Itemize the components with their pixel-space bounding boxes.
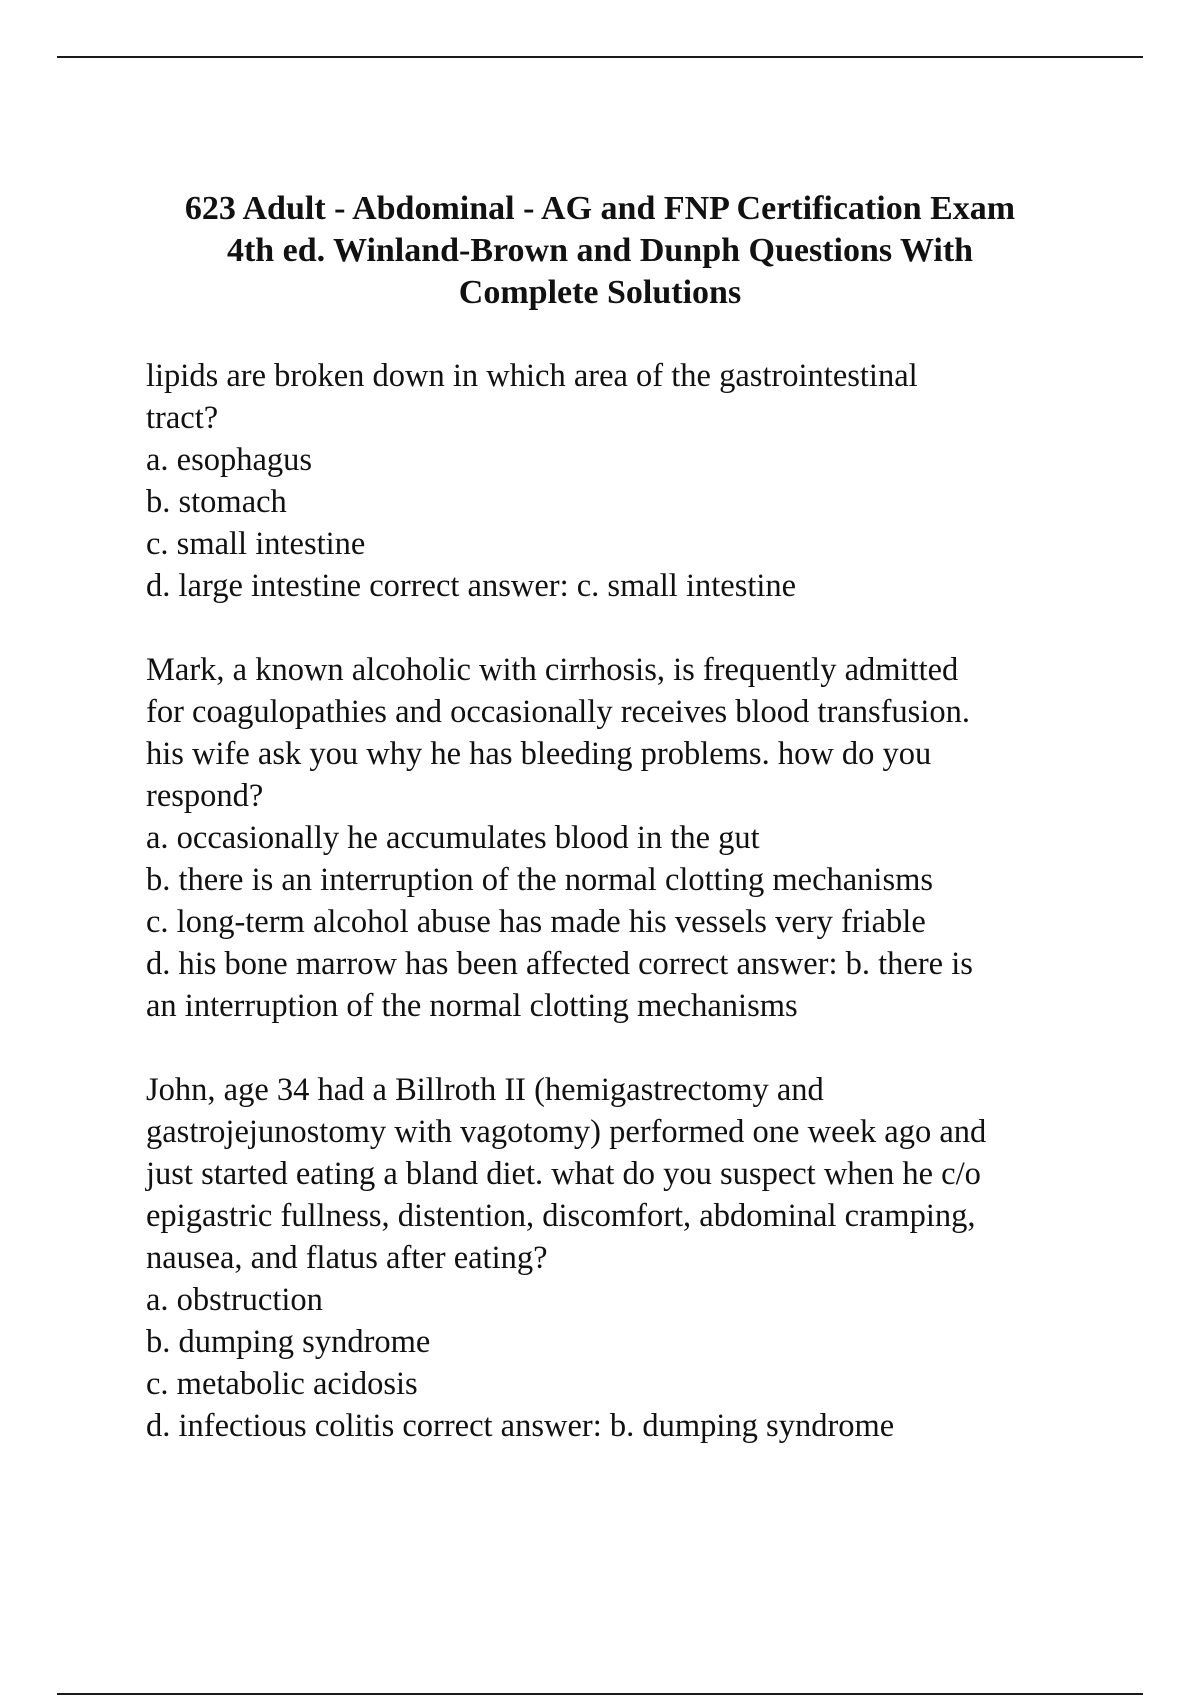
header-rule: [57, 56, 1143, 58]
document-title: [150, 188, 1050, 314]
title-line: 623 Adult - Abdominal - AG and FNP Certification Exam: [184, 190, 1016, 227]
answer-option-with-correct-answer: d. infectious colitis correct answer: b. dumping syndrome: [146, 1408, 895, 1444]
question-block-3: [146, 1069, 1106, 1447]
question-text: for coagulopathies and occasionally receives blood transfusion.: [146, 694, 970, 730]
question-block-2: [146, 649, 1106, 1027]
title-line: Complete Solutions: [458, 274, 742, 311]
question-text: nausea, and flatus after eating?: [146, 1240, 548, 1276]
answer-option: a. obstruction: [146, 1282, 323, 1318]
answer-option: a. esophagus: [146, 442, 313, 478]
answer-option: b. there is an interruption of the normal clotting mechanisms: [146, 862, 934, 898]
correct-answer-continuation: an interruption of the normal clotting mechanisms: [146, 988, 798, 1024]
question-text: gastrojejunostomy with vagotomy) performed one week ago and: [146, 1114, 987, 1150]
answer-option: c. metabolic acidosis: [146, 1366, 418, 1402]
answer-option-with-correct-answer: d. his bone marrow has been affected correct answer: b. there is: [146, 946, 973, 982]
question-text: tract?: [146, 400, 219, 436]
document-body: [146, 355, 1106, 1489]
answer-option: c. small intestine: [146, 526, 366, 562]
footer-rule: [57, 1693, 1143, 1695]
title-line: 4th ed. Winland-Brown and Dunph Questions With: [226, 232, 974, 269]
question-text: John, age 34 had a Billroth II (hemigastrectomy and: [146, 1072, 824, 1108]
answer-option: c. long-term alcohol abuse has made his vessels very friable: [146, 904, 926, 940]
answer-option: b. dumping syndrome: [146, 1324, 431, 1360]
answer-option: b. stomach: [146, 484, 287, 520]
question-text: his wife ask you why he has bleeding problems. how do you: [146, 736, 932, 772]
question-text: lipids are broken down in which area of the gastrointestinal: [146, 358, 918, 394]
question-block-1: [146, 355, 1106, 607]
answer-option-with-correct-answer: d. large intestine correct answer: c. small intestine: [146, 568, 797, 604]
question-text: epigastric fullness, distention, discomfort, abdominal cramping,: [146, 1198, 976, 1234]
answer-option: a. occasionally he accumulates blood in the gut: [146, 820, 760, 856]
question-text: respond?: [146, 778, 264, 814]
question-text: just started eating a bland diet. what do you suspect when he c/o: [146, 1156, 981, 1192]
question-text: Mark, a known alcoholic with cirrhosis, is frequently admitted: [146, 652, 959, 688]
